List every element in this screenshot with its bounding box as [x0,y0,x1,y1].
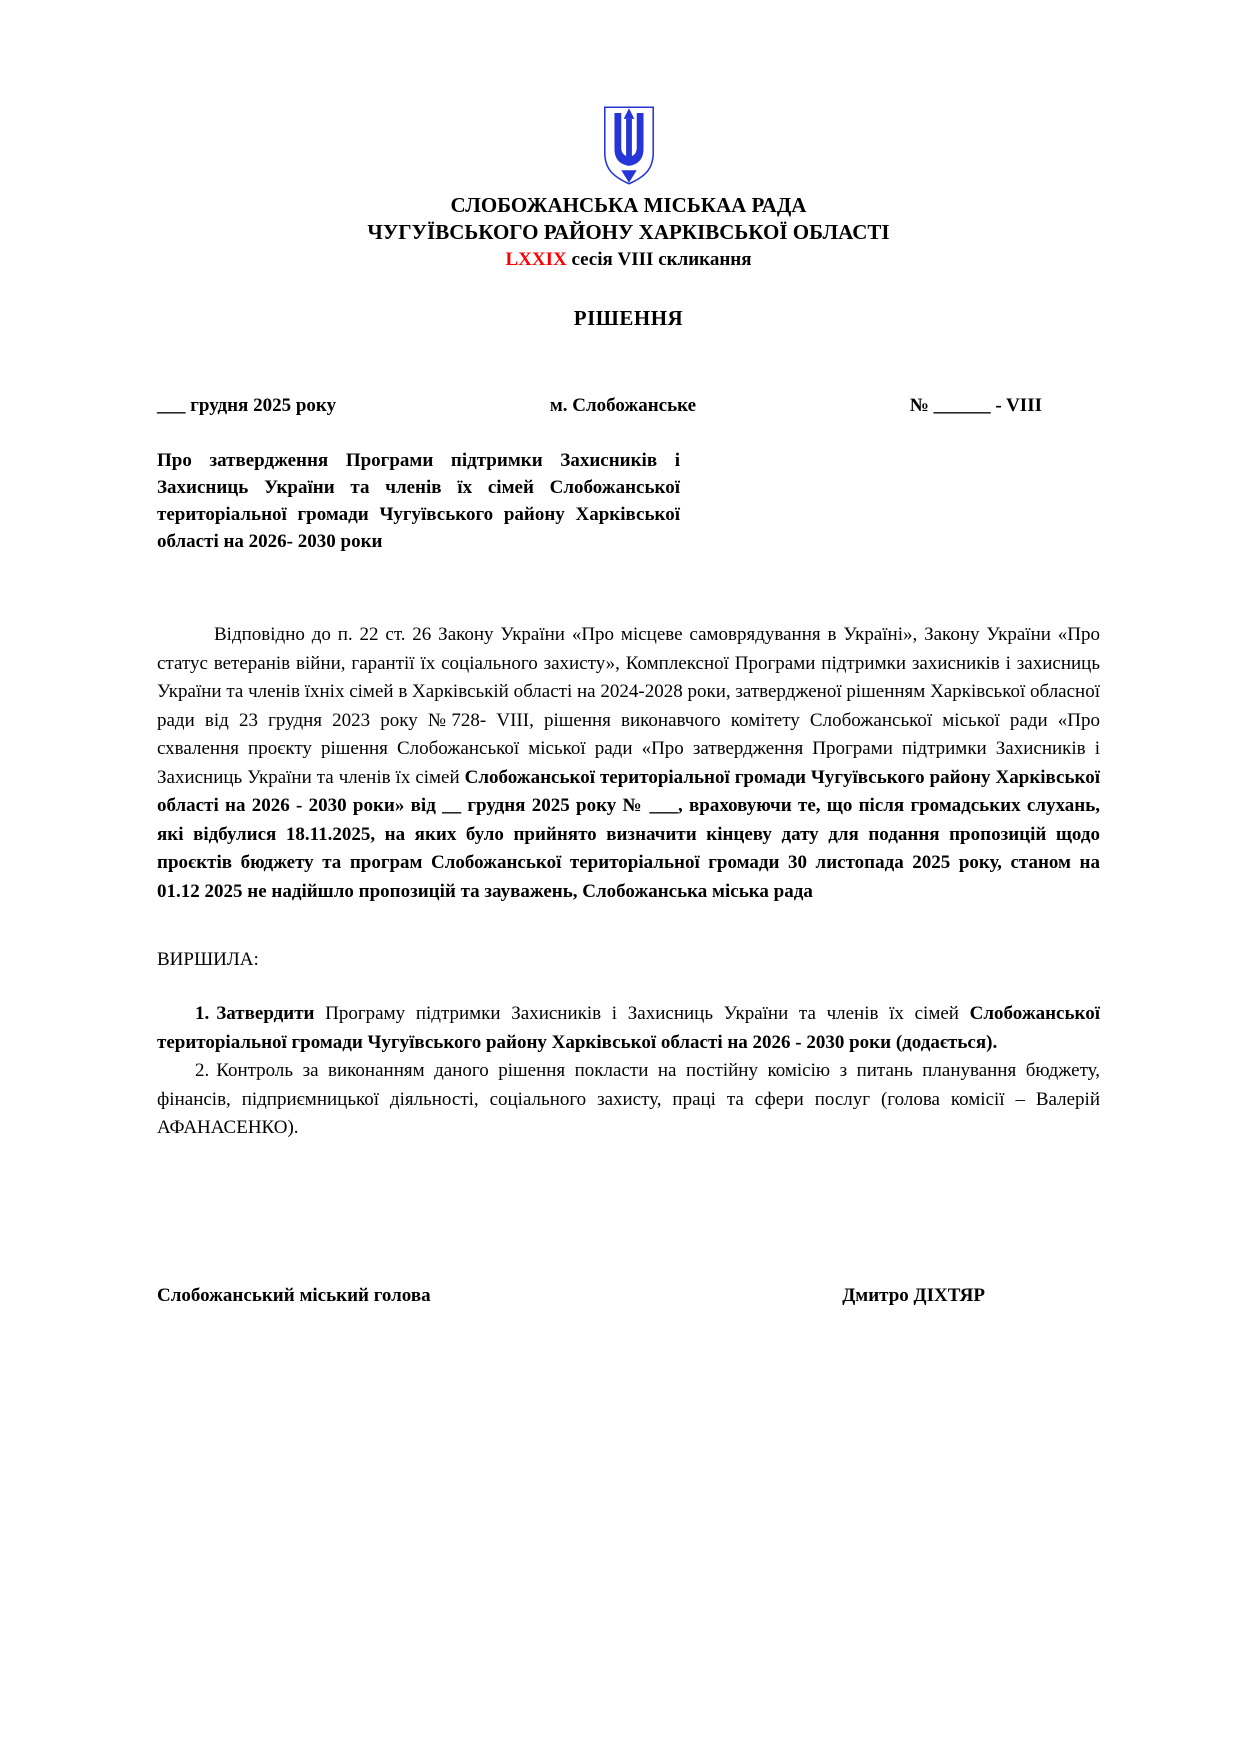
date-field: ___ грудня 2025 року [157,395,337,416]
signatory-name: Дмитро ДІХТЯР [842,1284,985,1306]
ukraine-trident-emblem [598,104,660,186]
subject-paragraph: Про затвердження Програми підтримки Захисників і Захисниць України та членів їх сімей Слобожанської територіальної громади Чугуївського району Харківської області на 2026- 2030 роки [157,450,680,552]
preamble-paragraph [157,621,1100,906]
session-line [157,246,1100,273]
document-type-heading: РІШЕННЯ [573,306,684,330]
item2-text: Контроль за виконанням даного рішення покласти на постійну комісію з питань планування бюджету, фінансів, підприємницької діяльності, соціального захисту, праці та сфери послуг (голова комісії – Валерій АФАНАСЕНКО). [157,1060,1100,1138]
preamble-regular-text: Відповідно до п. 22 ст. 26 Закону України «Про місцеве самоврядування в Україні», Закону України «Про статус ветеранів війни, гарантії їх соціального захисту», Комплексної Програми підтримки захисників і захисниць України та членів їхніх сімей в Харківській області на 2024-2028 роки, затвердженої рішенням Харківської обласної ради від 23 грудня 2023 року №728- VIII, рішення виконавчого комітету Слобожанської міської ради «Про схвалення проєкту рішення Слобожанської міської ради «Про затвердження Програми підтримки Захисників і Захисниць України та членів їх сімей [157,624,1100,788]
signatory-title: Слобожанський міський голова [157,1284,431,1306]
council-district: ЧУГУЇВСЬКОГО РАЙОНУ ХАРКІВСЬКОЇ ОБЛАСТІ [367,220,890,244]
item1-text: Програму підтримки Захисників і Захисниць України та членів їх сімей [314,1003,970,1024]
preamble-bold-text: Слобожанської територіальної громади Чугуївського району Харківської області на 2026 - 2030 роки» від __ грудня 2025 року № ___, враховуючи те, що після громадських слухань, які відбулися 18.11.2025, на яких було прийнято визначити кінцеву дату для подання пропозицій щодо проєктів бюджету та програм Слобожанської територіальної громади 30 листопада 2025 року, станом на 01.12 2025 не надійшло пропозицій та зауважень, Слобожанська міська рада [157,766,1100,902]
item2-number: 2. [195,1060,210,1081]
resolved-heading: ВИРШИЛА: [157,949,259,970]
session-number: LXXIX [505,249,567,270]
decision-item-2 [157,1057,1100,1143]
number-field: № ______ - VIII [909,395,1042,416]
decision-item-1 [157,1000,1100,1057]
place-field: м. Слобожанське [549,395,697,416]
item1-tail: Слобожанської територіальної громади Чугуївського району Харківської області на 2026 - 2030 роки (додається). [157,1003,1100,1053]
item1-number: 1. [195,1003,210,1024]
meta-row [157,393,1100,419]
item1-lead: Затвердити [216,1003,315,1024]
session-text: сесія VIII скликання [566,249,752,270]
signature-row [157,1283,1100,1309]
council-name: СЛОБОЖАНСЬКА МІСЬКАА РАДА [450,193,807,217]
